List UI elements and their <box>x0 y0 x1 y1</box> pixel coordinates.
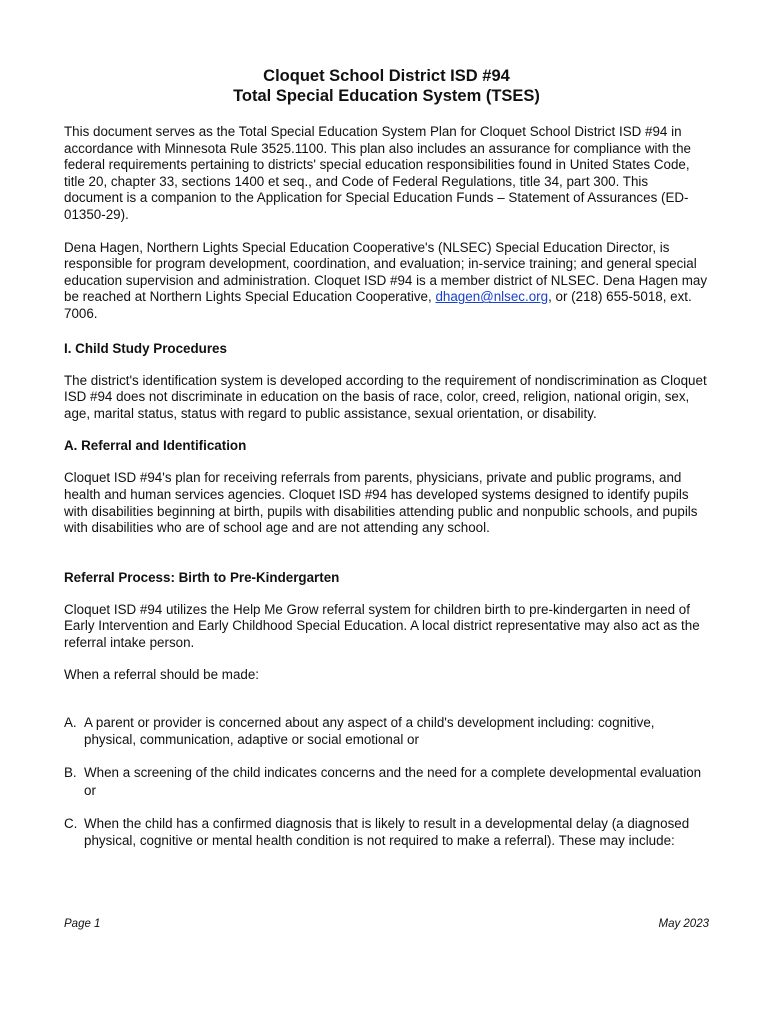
section-heading-referral-process: Referral Process: Birth to Pre-Kindergarten <box>64 569 340 585</box>
list-item-text: When the child has a confirmed diagnosis that is likely to result in a developmental delay (a diagnosed physical, cognitive or mental health condition is not required to make a referral). These may include: <box>84 815 690 849</box>
director-email-link[interactable]: dhagen@nlsec.org <box>435 289 549 305</box>
section-heading-child-study: I. Child Study Procedures <box>64 340 227 356</box>
list-item-marker: C. <box>64 815 78 831</box>
list-item-text: A parent or provider is concerned about any aspect of a child's development including: cognitive, physical, communication, adaptive or social emotional or <box>84 715 655 748</box>
director-paragraph <box>64 240 709 323</box>
title-line-1: Cloquet School District ISD #94 <box>263 67 510 85</box>
section-referral-identification-text: Cloquet ISD #94's plan for receiving referrals from parents, physicians, private and public programs, and health and human services agencies. Cloquet ISD #94 has developed systems designed to identify pupils with disabilities beginning at birth, pupils with disabilities attending public and nonpublic schools, and pupils with disabilities who are of school age and are not attending any school. <box>64 470 698 536</box>
list-item-text: When a screening of the child indicates concerns and the need for a complete developmental evaluation or <box>84 765 702 798</box>
footer-date: May 2023 <box>658 918 709 930</box>
director-text: Dena Hagen, Northern Lights Special Education Cooperative's (NLSEC) Special Education Director, is responsible for program development, coordination, and evaluation; in-service training; and general special education supervision and administration. Cloquet ISD #94 is a member district of NLSEC. Dena Hagen may be reached at Northern Lights Special Education Cooperative, <box>64 239 708 305</box>
referral-when-text: When a referral should be made: <box>64 667 260 683</box>
list-item-marker: A. <box>64 715 77 731</box>
intro-paragraph: This document serves as the Total Special Education System Plan for Cloquet School District ISD #94 in accordance with Minnesota Rule 3525.1100. This plan also includes an assurance for compliance with the federal requirements pertaining to districts' special education responsibilities found in United States Code, title 20, chapter 33, sections 1400 et seq., and Code of Federal Regulations, title 34, part 300. This document is a companion to the Application for Special Education Funds – Statement of Assurances (ED-01350-29). <box>64 124 691 222</box>
list-item <box>64 815 709 849</box>
list-item <box>64 714 709 748</box>
document-title <box>64 66 709 106</box>
referral-criteria-list <box>64 714 709 849</box>
section-child-study-text: The district's identification system is developed according to the requirement of nondiscrimination as Cloquet ISD #94 does not discriminate in education on the basis of race, color, creed, religion, national origin, sex, age, marital status, status with regard to public assistance, sexual orientation, or disability. <box>64 372 707 421</box>
page-footer <box>64 918 709 930</box>
section-heading-referral-identification: A. Referral and Identification <box>64 438 247 454</box>
footer-page-number: Page 1 <box>64 918 101 930</box>
referral-process-text: Cloquet ISD #94 utilizes the Help Me Grow referral system for children birth to pre-kindergarten in need of Early Intervention and Early Childhood Special Education. A local district representative may also act as the referral intake person. <box>64 601 700 650</box>
list-item-marker: B. <box>64 765 77 781</box>
document-page <box>64 66 709 865</box>
list-item <box>64 764 709 798</box>
title-line-2: Total Special Education System (TSES) <box>233 87 540 105</box>
director-phone-text: , or (218) 655-5018, ext. 7006. <box>64 289 692 321</box>
